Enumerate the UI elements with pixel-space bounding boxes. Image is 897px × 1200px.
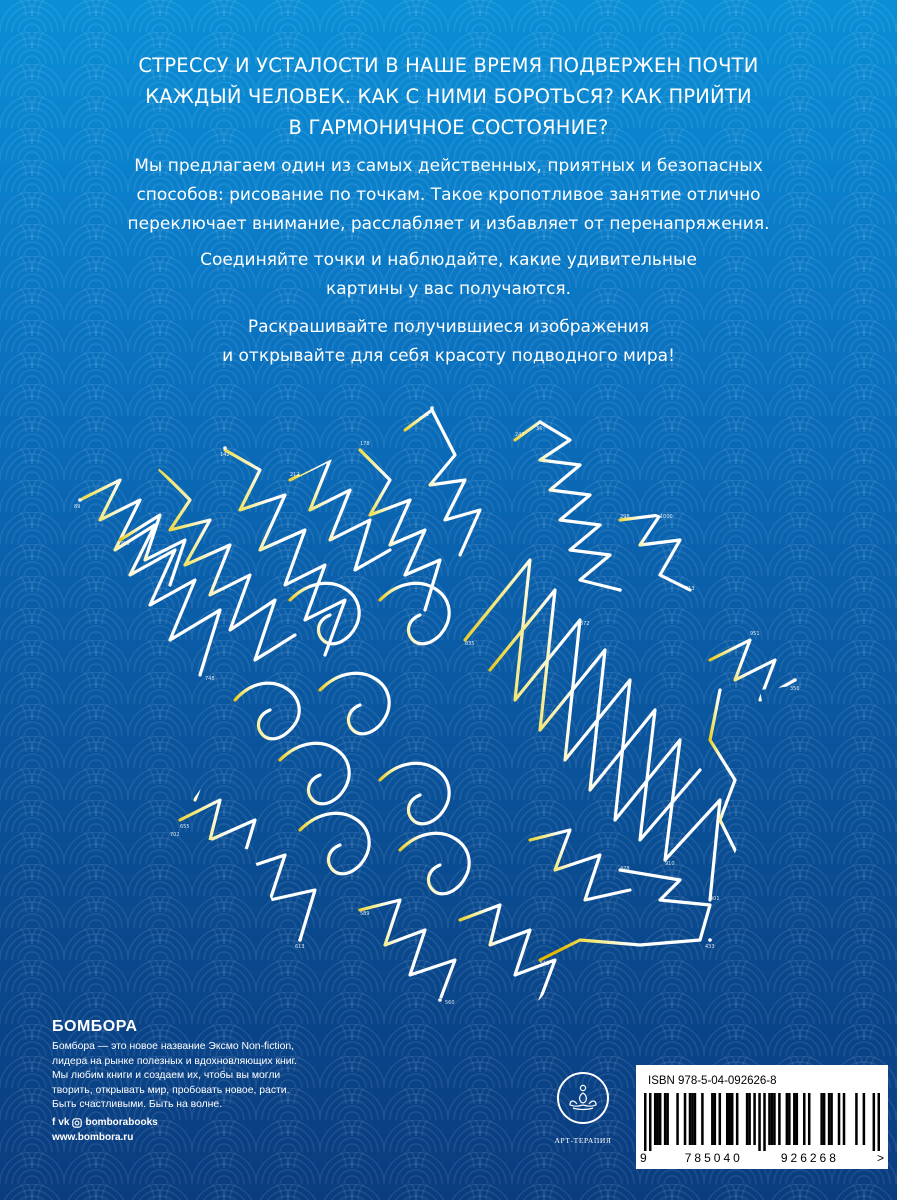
svg-text:655: 655: [180, 824, 190, 830]
paragraph-line: Соединяйте точки и наблюдайте, какие удивительные: [200, 250, 697, 270]
barcode-bar: [786, 1093, 789, 1145]
svg-text:178: 178: [360, 441, 370, 447]
ean-digits: [640, 1151, 884, 1165]
series-badge: [548, 1072, 618, 1145]
barcode-bar: [773, 1093, 776, 1145]
social-links: [52, 1117, 158, 1128]
series-circle: [557, 1072, 609, 1124]
svg-text:951: 951: [750, 631, 760, 637]
ean-right-group: 926268: [780, 1151, 839, 1165]
barcode-bar: [736, 1093, 739, 1145]
barcode-bar: [855, 1093, 858, 1145]
barcode-bar: [803, 1093, 806, 1145]
svg-text:247: 247: [515, 432, 525, 438]
barcode-bar: [689, 1093, 692, 1145]
svg-text:478: 478: [620, 866, 630, 872]
barcode-bar: [796, 1093, 799, 1145]
svg-text:799: 799: [120, 541, 130, 547]
svg-text:356: 356: [790, 686, 800, 692]
barcode-bar: [649, 1093, 652, 1151]
ean-first-digit: 9: [640, 1151, 647, 1165]
barcode-bar: [771, 1093, 774, 1145]
social-handle[interactable]: bomborabooks: [85, 1117, 158, 1128]
svg-text:872: 872: [580, 621, 590, 627]
intro-line: КАЖДЫЙ ЧЕЛОВЕК. КАК С НИМИ БОРОТЬСЯ? КАК ПРИЙТИ: [145, 85, 752, 108]
paragraph-line: Мы предлагаем один из самых действенных, приятных и безопасных: [134, 156, 763, 176]
svg-text:212: 212: [290, 472, 300, 478]
paragraph-line: способов: рисование по точкам. Такое кропотливое занятие отлично: [136, 185, 761, 205]
svg-text:36: 36: [536, 426, 543, 432]
svg-text:313: 313: [685, 586, 695, 592]
barcode-bar: [793, 1093, 796, 1145]
description-line: Быть счастливыми. Быть на волне.: [52, 1099, 223, 1110]
barcode-bar: [768, 1093, 771, 1145]
barcode-bar: [838, 1093, 841, 1145]
paragraph-line: картины у вас получаются.: [325, 279, 572, 299]
barcode-bar: [666, 1093, 669, 1145]
barcode-bar: [656, 1093, 659, 1145]
svg-text:89: 89: [74, 504, 81, 510]
barcode-bar: [753, 1093, 756, 1145]
barcode-bar: [714, 1093, 717, 1145]
barcode-bar: [731, 1093, 734, 1145]
barcode-bar: [701, 1093, 704, 1145]
svg-text:433: 433: [705, 944, 715, 950]
barcode-bar: [878, 1093, 880, 1151]
paragraph-color: [70, 313, 827, 371]
description-line: творить, открывать мир, пробовать новое, расти.: [52, 1084, 290, 1096]
svg-text:298: 298: [620, 514, 630, 520]
barcode-bar: [684, 1093, 687, 1145]
barcode: [644, 1093, 880, 1151]
svg-text:512: 512: [540, 961, 550, 967]
intro-line: СТРЕССУ И УСТАЛОСТИ В НАШЕ ВРЕМЯ ПОДВЕРЖЕН ПОЧТИ: [138, 54, 759, 77]
barcode-bar: [719, 1093, 722, 1145]
barcode-bar: [843, 1093, 846, 1145]
description-line: Бомбора — это новое название Эксмо Non-fiction,: [52, 1041, 295, 1052]
svg-text:560: 560: [445, 1000, 455, 1006]
facebook-icon[interactable]: f: [52, 1117, 56, 1128]
series-label: АРТ-ТЕРАПИЯ: [554, 1136, 612, 1145]
barcode-bar: [873, 1093, 876, 1151]
barcode-bar: [763, 1093, 766, 1151]
lotus-icon: [567, 1083, 599, 1113]
barcode-bar: [644, 1093, 647, 1151]
intro-line: В ГАРМОНИЧНОЕ СОСТОЯНИЕ?: [288, 116, 609, 139]
barcode-bar: [676, 1093, 679, 1145]
svg-text:910: 910: [665, 861, 675, 867]
website-link[interactable]: www.bombora.ru: [52, 1132, 134, 1143]
seashell-dot-artwork: [60, 400, 820, 1030]
svg-text:1000: 1000: [660, 514, 673, 520]
intro-heading: [60, 50, 837, 143]
paragraph-connect: [70, 246, 827, 304]
barcode-bar: [691, 1093, 694, 1145]
barcode-bar: [863, 1093, 866, 1145]
barcode-bar: [711, 1093, 714, 1145]
publisher-logo: БОМБОРА: [52, 1018, 138, 1035]
barcode-bar: [748, 1093, 751, 1145]
svg-text:401: 401: [710, 896, 720, 902]
barcode-bar: [820, 1093, 823, 1145]
barcode-bar: [788, 1093, 791, 1145]
paragraph-method: [70, 152, 827, 239]
description-line: Мы любим книги и создаем их, чтобы вы могли: [52, 1070, 281, 1081]
barcode-bar: [808, 1093, 811, 1145]
svg-text:835: 835: [465, 641, 475, 647]
isbn-text: ISBN 978-5-04-092626-8: [648, 1075, 777, 1087]
svg-text:613: 613: [295, 944, 305, 950]
paragraph-line: переключает внимание, расслабляет и избавляет от перенапряжения.: [127, 214, 770, 234]
ean-left-group: 785040: [684, 1151, 743, 1165]
barcode-bar: [659, 1093, 662, 1145]
svg-text:1: 1: [426, 412, 430, 418]
isbn-barcode-box: [636, 1065, 888, 1169]
barcode-bar: [728, 1093, 731, 1145]
publisher-description: [52, 1040, 382, 1113]
barcode-bar: [823, 1093, 826, 1145]
vk-icon[interactable]: vk: [58, 1117, 70, 1128]
svg-text:142: 142: [220, 452, 230, 458]
paragraph-line: и открывайте для себя красоту подводного мира!: [222, 346, 675, 366]
barcode-bar: [778, 1093, 781, 1145]
barcode-bar: [654, 1093, 657, 1145]
barcode-bar: [830, 1093, 833, 1145]
svg-text:748: 748: [205, 676, 215, 682]
instagram-icon[interactable]: [72, 1118, 82, 1128]
svg-text:589: 589: [360, 911, 370, 917]
svg-text:702: 702: [170, 832, 180, 838]
barcode-bar: [726, 1093, 729, 1145]
barcode-bar: [758, 1093, 761, 1151]
barcode-bar: [694, 1093, 697, 1145]
barcode-bar: [664, 1093, 667, 1145]
paragraph-line: Раскрашивайте получившиеся изображения: [247, 317, 650, 337]
description-line: лидера на рынке полезных и вдохновляющих книг.: [52, 1055, 297, 1067]
ean-mark: >: [876, 1151, 884, 1165]
barcode-bar: [746, 1093, 749, 1145]
barcode-bar: [828, 1093, 831, 1145]
